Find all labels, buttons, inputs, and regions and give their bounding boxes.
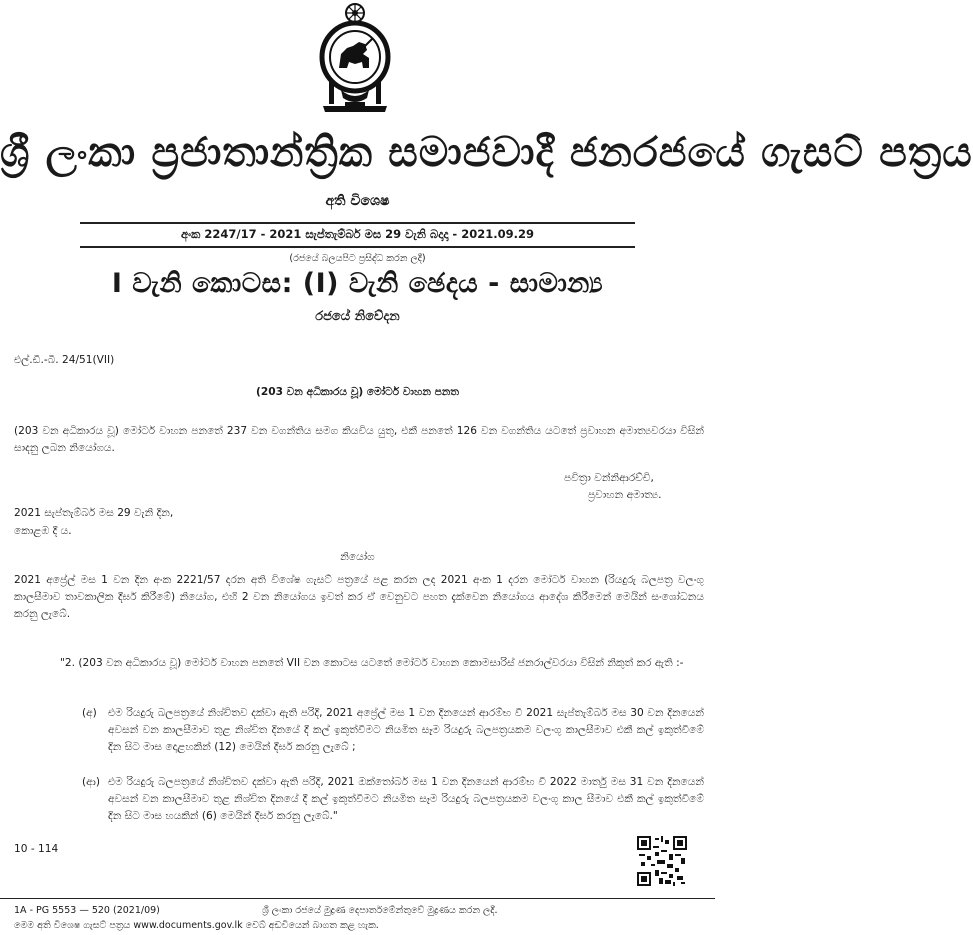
sri-lanka-emblem [315, 2, 395, 114]
published-by-authority: (රජයේ බලයපිට ප්‍රසිද්ධ කරන ලදී) [289, 253, 426, 264]
government-notifications-heading: රජයේ නිවේදන [315, 309, 400, 324]
qr-code [637, 836, 687, 886]
print-code: 1A - PG 5553 — 520 (2021/09) [14, 905, 160, 916]
page-code: 10 - 114 [14, 843, 59, 855]
date-line: 2021 සැප්තැම්බර් මස 29 වැනි දින, [14, 507, 174, 519]
item-a-label: (අ) [82, 707, 97, 719]
main-paragraph: 2021 අප්‍රේල් මස 1 වන දින අංක 2221/57 දරන අති විශේෂ ගැසට් පත්‍රයේ පළ කරන ලද 2021 අංක 1 දරන මෝටර් වාහන (රියදුරු බලපත්‍ර වලංගු කාලසීමාව තාවකාලික දීර්ඝ කිරීමේ) නියෝග, එහි 2 වන නියෝගය ඉවත් කර ඒ වෙනුවට පහත දැක්වෙන නියෝගය ආදේශ කිරීමෙන් මෙයින් සංශෝධනය කරනු ලැබේ. [14, 574, 704, 620]
issue-rule [80, 246, 635, 248]
signatory-title: ප්‍රවාහන අමාත්‍ය. [588, 489, 662, 501]
gazette-title: ශ්‍රී ලංකා ප්‍රජාතාන්ත්‍රික සමාජවාදී ජනරජයේ ගැසට් පත්‍රය [0, 128, 973, 176]
extraordinary-label: අති විශෙෂ [325, 193, 390, 209]
place-line: කොළඹ දී ය. [14, 525, 72, 537]
printer-note: ශ්‍රී ලංකා රජයේ මුද්‍රණ දෙපාර්තමේන්තුවේ මුද්‍රණය කරන ලදී. [262, 905, 498, 916]
item-b-label: (ආ) [82, 776, 101, 788]
part-heading: I වැනි කොටස: (I) වැනි ඡෙදය - සාමාන්‍ය [111, 268, 604, 299]
intro-paragraph: (203 වන අධිකාරය වූ) මෝටර් වාහන පනතේ 237 වන වගන්තිය සමග කියවිය යුතු, එකී පනතේ 126 වන වගන්තිය යටතේ ප්‍රවාහන අමාත්‍යවරයා විසින් සාදනු ලබන නියෝගය. [14, 425, 704, 454]
item-a-text: එම රියදුරු බලපත්‍රයේ නිශ්චිතව දක්වා ඇති පරිදි, 2021 අප්‍රේල් මස 1 වන දිනයෙන් ආරම්භ වී 2021 සැප්තැම්බර් මස 30 වන දිනයෙන් අවසන් වන කාලසීමාව තුළ නිශ්චිත දිනයේ දී කල් ඉකුත්වීමට නියමිත සෑම රියදුරු බලපත්‍රයකම වලංගු කාලසීමාව එකී කල් ඉකුත්වීමේ දින සිට මාස දොළහකින් (12) මෙයින් දීර්ඝ කරනු ලැබේ ; [108, 707, 704, 753]
reference-number: එල්.ඩී.-බී. 24/51(VII) [14, 354, 115, 366]
item-b-text: එම රියදුරු බලපත්‍රයේ නිශ්චිතව දක්වා ඇති පරිදි, 2021 ඔක්තෝබර් මස 1 වන දිනයෙන් ආරම්භ වී 2022 මාර්තු මස 31 වන දිනයෙන් අවසන් වන කාලසීමාව තුළ නිශ්චිත දිනයේ දී කල් ඉකුත්වීමට නියමිත සෑම රියදුරු බලපත්‍රයකම වලංගු කාල සීමාව එකී කල් ඉකුත්වීමේ දින සිට මාස හයකින් (6) මෙයින් දීර්ඝ කරනු ලැබේ." [108, 776, 704, 822]
top-rule [80, 222, 635, 224]
act-heading: (203 වන අධිකාරය වූ) මෝටර් වාහන පනත [256, 386, 459, 398]
footer-rule [0, 898, 715, 899]
signatory-name: පවිත්‍රා වන්නිආරච්චි, [564, 472, 654, 484]
regulation-heading: නියෝග [340, 551, 375, 563]
website-note: මෙම අති විශෙෂ ගැසට් පත්‍රය www.documents.gov.lk වෙබ් අඩවියෙන් බාගත කළ හැක. [14, 920, 379, 931]
issue-line: අංක 2247/17 - 2021 සැප්තැම්බර් මස 29 වැනි බදාදා - 2021.09.29 [181, 227, 534, 241]
quoted-regulation: "2. (203 වන අධිකාරය වූ) මෝටර් වාහන පනතේ VII වන කොටස යටතේ මෝටර් වාහන කොමසාරිස් ජනරාල්වරයා විසින් නිකුත් කර ඇති :- [60, 657, 684, 669]
